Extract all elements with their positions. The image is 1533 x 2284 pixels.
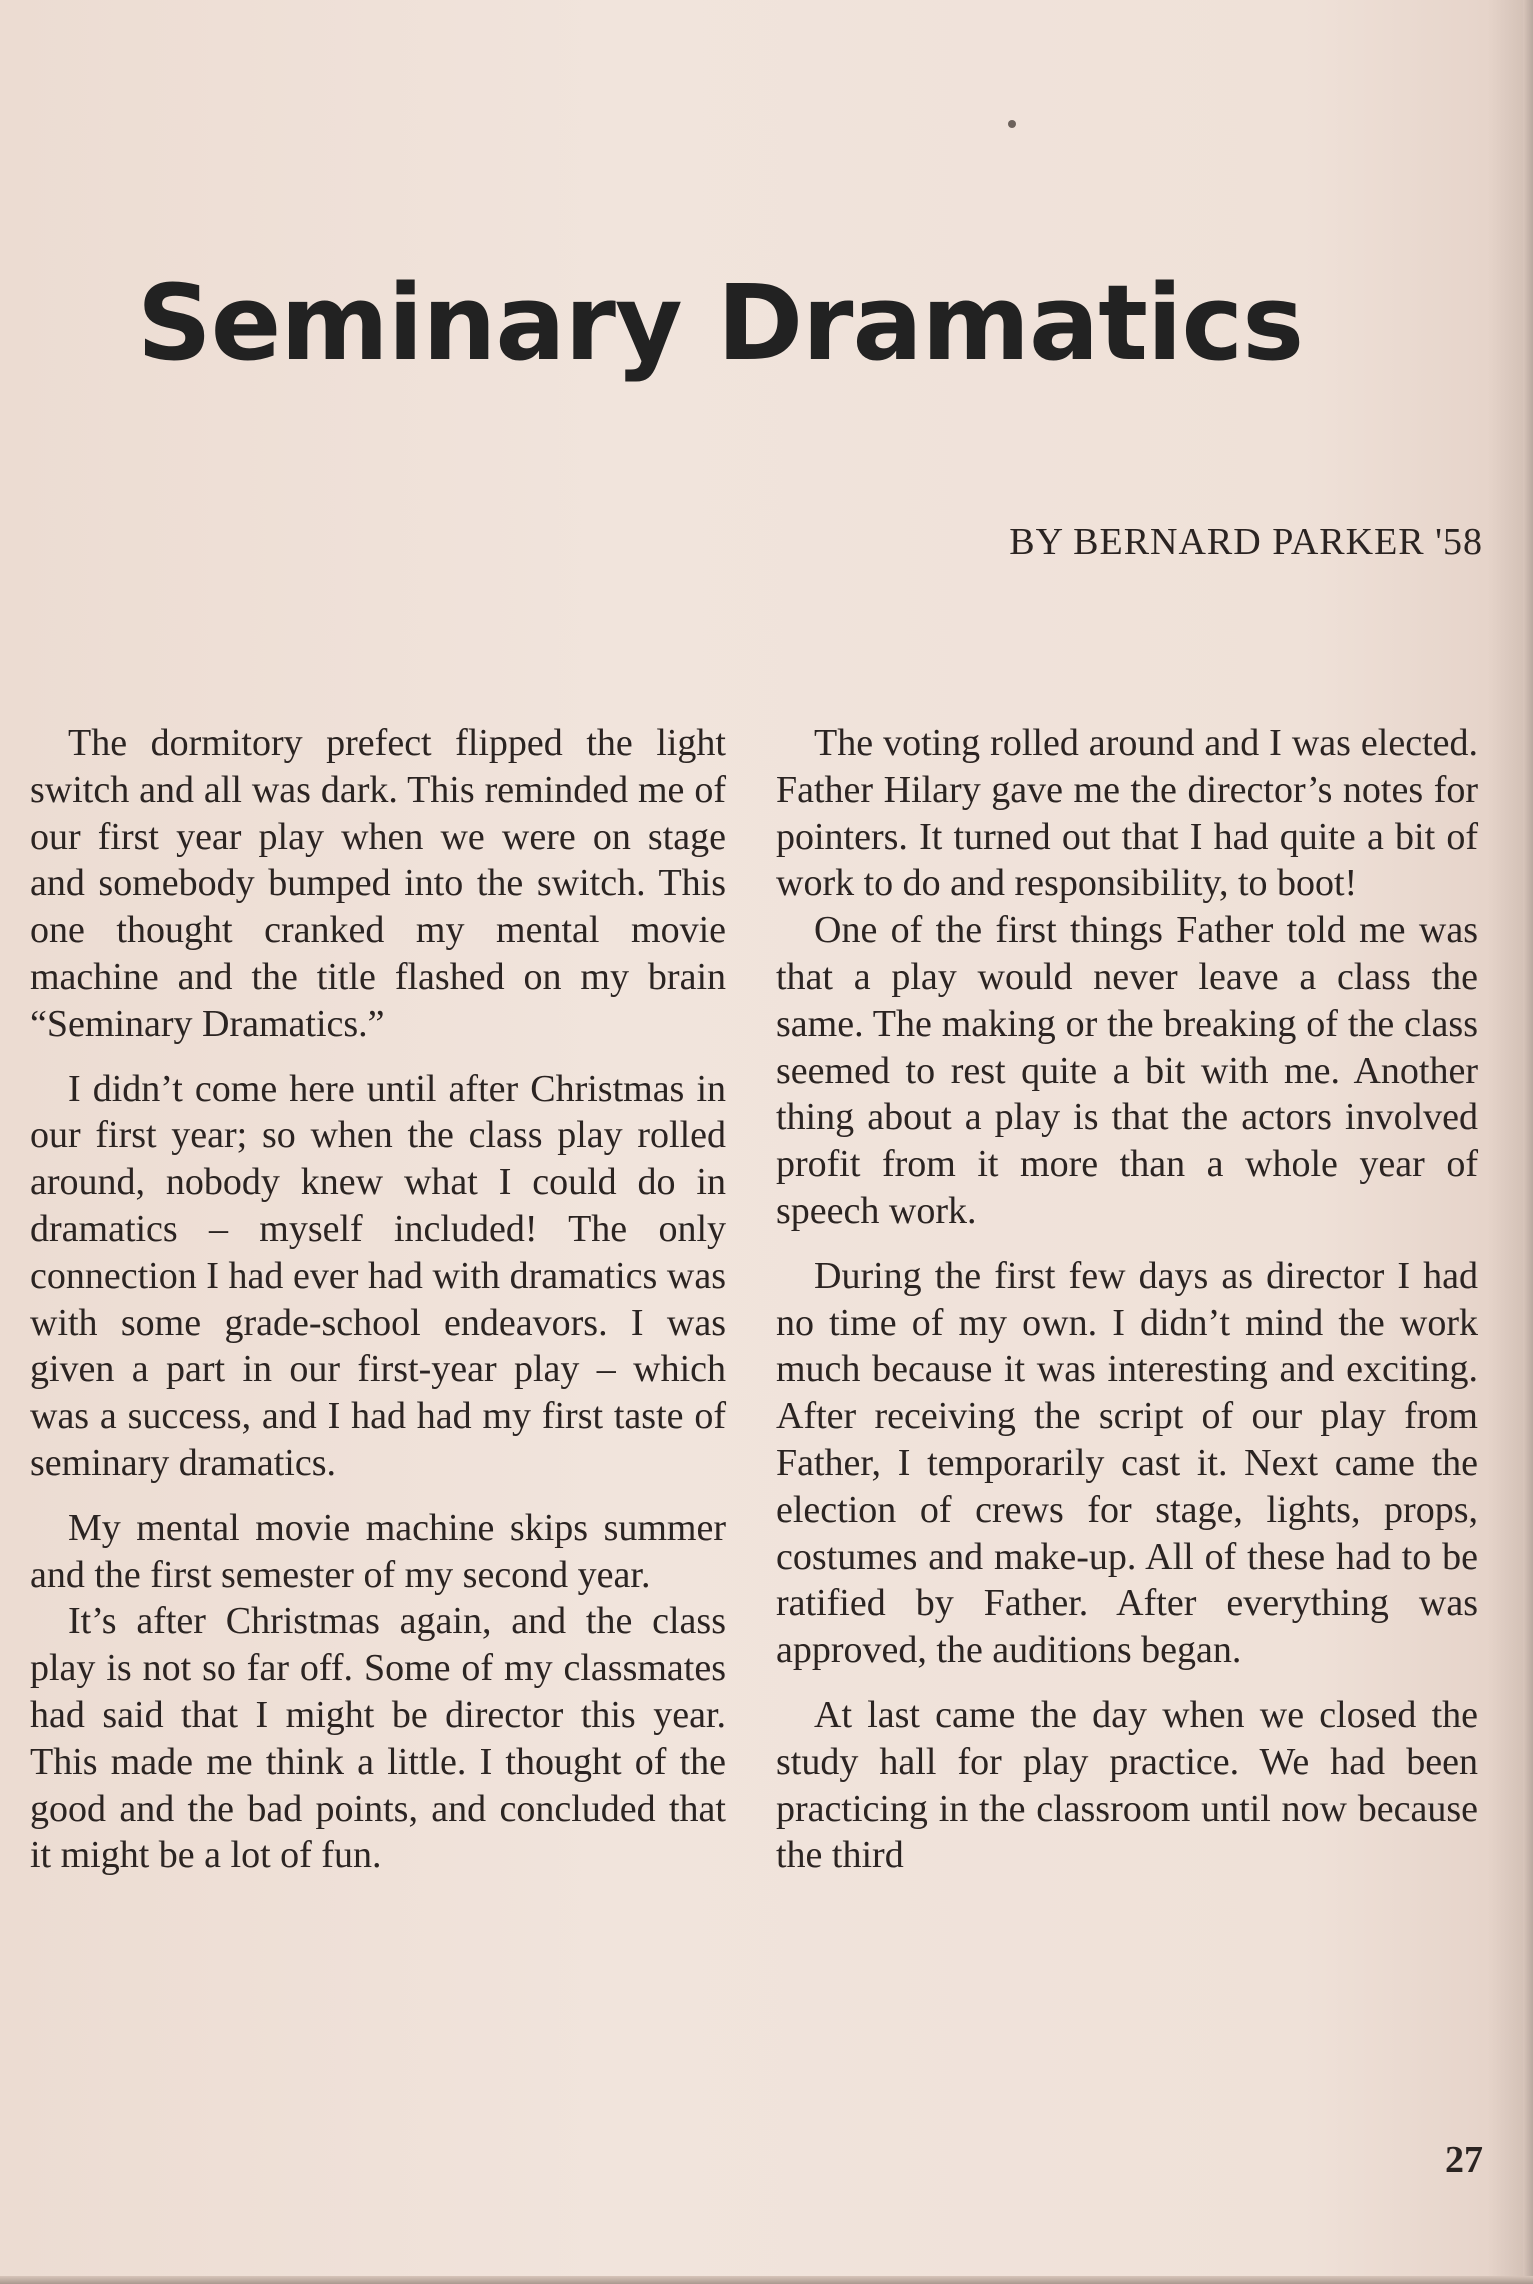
paragraph: I didn’t come here until after Christmas in our first year; so when the class play rolled around, nobody knew what I could do in dramatics – myself included! The only connection I had ever had with dramatics was with some grade-school endeavors. I was given a part in our first-year play – which was a success, and I had had my first taste of seminary dramatics.: [30, 1067, 726, 1484]
page-edge-shadow: [1523, 0, 1533, 2284]
text-column-left: [30, 720, 726, 1879]
paragraph: During the first few days as director I had no time of my own. I didn’t mind the work much because it was interesting and exciting. After receiving the script of our play from Father, I temporarily cast it. Next came the election of crews for stage, lights, props, costumes and make-up. All of these had to be ratified by Father. After everything was approved, the auditions began.: [776, 1254, 1478, 1672]
ink-speck: [1008, 120, 1016, 128]
paragraph: The dormitory prefect flipped the light switch and all was dark. This reminded me of our first year play when we were on stage and somebody bumped into the switch. This one thought cranked my mental movie machine and the title flashed on my brain “Seminary Dramatics.”: [30, 722, 726, 1045]
article-title: Seminary Dramatics: [136, 262, 1304, 384]
page-bottom-shadow: [0, 2276, 1533, 2284]
paragraph: At last came the day when we closed the study hall for play practice. We had been practicing in the classroom until now because the third: [776, 1693, 1478, 1877]
paragraph: The voting rolled around and I was elected. Father Hilary gave me the director’s notes for pointers. It turned out that I had quite a bit of work to do and responsibility, to boot!: [776, 722, 1478, 905]
paragraph: My mental movie machine skips summer and the first semester of my second year.: [30, 1506, 726, 1596]
paragraph: It’s after Christmas again, and the class play is not so far off. Some of my classmates had said that I might be director this year. This made me think a little. I thought of the good and the bad points, and concluded that it might be a lot of fun.: [30, 1600, 726, 1877]
article-byline: BY BERNARD PARKER '58: [1009, 521, 1483, 563]
text-column-right: [776, 720, 1478, 1879]
page-number: 27: [1445, 2139, 1483, 2181]
paragraph: One of the first things Father told me was that a play would never leave a class the same. The making or the breaking of the class seemed to rest quite a bit with me. Another thing about a play is that the actors involved profit from it more than a whole year of speech work.: [776, 909, 1478, 1232]
